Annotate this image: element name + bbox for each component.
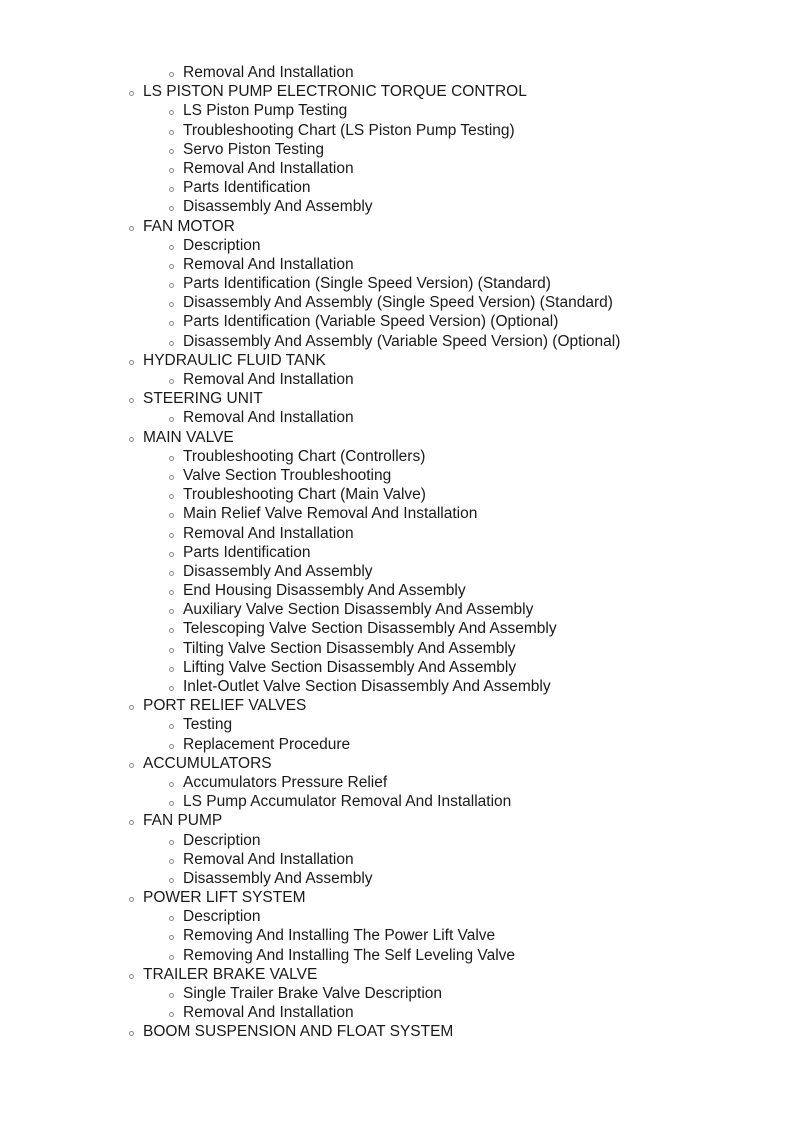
toc-item-label: Testing bbox=[183, 716, 233, 734]
toc-section-heading bbox=[0, 82, 794, 101]
toc-item-label: Removal And Installation bbox=[183, 64, 354, 81]
toc-subsection-item bbox=[0, 121, 794, 140]
bullet-circle-icon bbox=[129, 226, 134, 231]
bullet-circle-icon bbox=[169, 993, 174, 998]
toc-subsection-item bbox=[0, 926, 794, 945]
toc-item-label: HYDRAULIC FLUID TANK bbox=[143, 351, 326, 369]
toc-subsection-item bbox=[0, 600, 794, 619]
toc-item-label: Removal And Installation bbox=[183, 409, 354, 427]
toc-subsection-item bbox=[0, 485, 794, 504]
toc-subsection-item bbox=[0, 869, 794, 888]
toc-item-label: Troubleshooting Chart (Controllers) bbox=[183, 447, 426, 465]
toc-item-label: Description bbox=[183, 831, 261, 849]
toc-subsection-item bbox=[0, 370, 794, 389]
toc-item-label: Disassembly And Assembly (Single Speed Version) (Standard) bbox=[183, 294, 613, 312]
toc-subsection-item bbox=[0, 543, 794, 562]
bullet-circle-icon bbox=[169, 648, 174, 653]
toc-subsection-item bbox=[0, 639, 794, 658]
toc-item-label: Valve Section Troubleshooting bbox=[183, 466, 392, 484]
toc-subsection-item bbox=[0, 677, 794, 696]
toc-subsection-item bbox=[0, 1003, 794, 1022]
toc-item-label: End Housing Disassembly And Assembly bbox=[183, 582, 466, 600]
toc-section-heading bbox=[0, 696, 794, 715]
bullet-circle-icon bbox=[169, 494, 174, 499]
bullet-circle-icon bbox=[129, 820, 134, 825]
toc-item-label: Removing And Installing The Power Lift Valve bbox=[183, 927, 496, 945]
toc-item-label: Parts Identification bbox=[183, 179, 311, 197]
toc-item-label: LS PISTON PUMP ELECTRONIC TORQUE CONTROL bbox=[143, 83, 527, 101]
bullet-circle-icon bbox=[129, 974, 134, 979]
bullet-circle-icon bbox=[169, 782, 174, 787]
bullet-circle-icon bbox=[169, 168, 174, 173]
toc-subsection-item bbox=[0, 447, 794, 466]
toc-item-label: Replacement Procedure bbox=[183, 735, 351, 753]
toc-item-label: Removal And Installation bbox=[183, 524, 354, 542]
toc-section-heading bbox=[0, 389, 794, 408]
toc-item-label: Removal And Installation bbox=[183, 1004, 354, 1022]
toc-item-label: Disassembly And Assembly (Variable Speed Version) (Optional) bbox=[183, 332, 621, 350]
toc-subsection-item bbox=[0, 619, 794, 638]
toc-subsection-item bbox=[0, 63, 794, 82]
toc-subsection-item bbox=[0, 907, 794, 926]
bullet-circle-icon bbox=[169, 571, 174, 576]
toc-item-label: Lifting Valve Section Disassembly And Assembly bbox=[183, 658, 517, 676]
toc-item-label: Description bbox=[183, 908, 261, 926]
toc-item-label: Description bbox=[183, 236, 261, 254]
toc-item-label: LS Pump Accumulator Removal And Installation bbox=[183, 793, 512, 811]
bullet-circle-icon bbox=[169, 206, 174, 211]
toc-subsection-item bbox=[0, 255, 794, 274]
bullet-circle-icon bbox=[129, 897, 134, 902]
bullet-circle-icon bbox=[129, 91, 134, 96]
toc-item-label: Troubleshooting Chart (LS Piston Pump Testing) bbox=[183, 121, 515, 139]
bullet-circle-icon bbox=[169, 686, 174, 691]
bullet-circle-icon bbox=[169, 187, 174, 192]
toc-item-label: Removal And Installation bbox=[183, 159, 354, 177]
toc-subsection-item bbox=[0, 236, 794, 255]
bullet-circle-icon bbox=[169, 916, 174, 921]
bullet-circle-icon bbox=[129, 705, 134, 710]
bullet-circle-icon bbox=[169, 744, 174, 749]
toc-item-label: Disassembly And Assembly bbox=[183, 562, 373, 580]
toc-subsection-item bbox=[0, 466, 794, 485]
toc-item-label: Disassembly And Assembly bbox=[183, 198, 373, 216]
toc-subsection-item bbox=[0, 524, 794, 543]
toc-subsection-item bbox=[0, 658, 794, 677]
toc-item-label: Auxiliary Valve Section Disassembly And Assembly bbox=[183, 601, 534, 619]
toc-item-label: Removal And Installation bbox=[183, 255, 354, 273]
bullet-circle-icon bbox=[169, 341, 174, 346]
toc-subsection-item bbox=[0, 101, 794, 120]
toc-item-label: TRAILER BRAKE VALVE bbox=[143, 965, 318, 983]
toc-item-label: Parts Identification bbox=[183, 543, 311, 561]
bullet-circle-icon bbox=[169, 628, 174, 633]
toc-item-label: Servo Piston Testing bbox=[183, 140, 325, 158]
bullet-circle-icon bbox=[169, 149, 174, 154]
toc-item-label: Parts Identification (Single Speed Version) (Standard) bbox=[183, 275, 551, 293]
toc-subsection-item bbox=[0, 504, 794, 523]
bullet-circle-icon bbox=[129, 398, 134, 403]
bullet-circle-icon bbox=[169, 667, 174, 672]
toc-item-label: STEERING UNIT bbox=[143, 390, 263, 408]
toc-subsection-item bbox=[0, 159, 794, 178]
toc-item-label: POWER LIFT SYSTEM bbox=[143, 889, 306, 907]
bullet-circle-icon bbox=[169, 859, 174, 864]
bullet-circle-icon bbox=[169, 590, 174, 595]
toc-item-label: Parts Identification (Variable Speed Version) (Optional) bbox=[183, 313, 559, 331]
toc-item-label: PORT RELIEF VALVES bbox=[143, 697, 307, 715]
toc-item-label: Single Trailer Brake Valve Description bbox=[183, 985, 443, 1002]
toc-section-heading bbox=[0, 965, 794, 984]
bullet-circle-icon bbox=[169, 935, 174, 940]
toc-item-label: Tilting Valve Section Disassembly And Assembly bbox=[183, 639, 516, 657]
bullet-circle-icon bbox=[169, 724, 174, 729]
bullet-circle-icon bbox=[169, 110, 174, 115]
toc-section-heading bbox=[0, 754, 794, 773]
toc-item-label: BOOM SUSPENSION AND FLOAT SYSTEM bbox=[143, 1023, 454, 1041]
bullet-circle-icon bbox=[129, 763, 134, 768]
toc-subsection-item bbox=[0, 850, 794, 869]
toc-item-label: Inlet-Outlet Valve Section Disassembly And Assembly bbox=[183, 678, 551, 695]
bullet-circle-icon bbox=[169, 1012, 174, 1017]
bullet-circle-icon bbox=[169, 283, 174, 288]
toc-item-label: Main Relief Valve Removal And Installation bbox=[183, 505, 478, 523]
toc-subsection-item bbox=[0, 715, 794, 734]
toc-item-label: MAIN VALVE bbox=[143, 428, 234, 446]
table-of-contents bbox=[0, 63, 794, 1042]
toc-subsection-item bbox=[0, 562, 794, 581]
toc-section-heading bbox=[0, 217, 794, 236]
toc-subsection-item bbox=[0, 946, 794, 965]
bullet-circle-icon bbox=[169, 130, 174, 135]
bullet-circle-icon bbox=[169, 72, 174, 77]
toc-subsection-item bbox=[0, 293, 794, 312]
toc-subsection-item bbox=[0, 140, 794, 159]
bullet-circle-icon bbox=[169, 609, 174, 614]
toc-subsection-item bbox=[0, 581, 794, 600]
toc-subsection-item bbox=[0, 984, 794, 1003]
bullet-circle-icon bbox=[169, 321, 174, 326]
toc-subsection-item bbox=[0, 408, 794, 427]
bullet-circle-icon bbox=[169, 417, 174, 422]
toc-subsection-item bbox=[0, 197, 794, 216]
toc-subsection-item bbox=[0, 332, 794, 351]
toc-section-heading bbox=[0, 428, 794, 447]
bullet-circle-icon bbox=[129, 1031, 134, 1036]
toc-subsection-item bbox=[0, 178, 794, 197]
toc-item-label: Disassembly And Assembly bbox=[183, 869, 373, 887]
toc-item-label: FAN MOTOR bbox=[143, 217, 235, 235]
toc-subsection-item bbox=[0, 312, 794, 331]
bullet-circle-icon bbox=[129, 360, 134, 365]
toc-subsection-item bbox=[0, 773, 794, 792]
bullet-circle-icon bbox=[169, 955, 174, 960]
toc-item-label: Removal And Installation bbox=[183, 850, 354, 868]
toc-section-heading bbox=[0, 351, 794, 370]
toc-subsection-item bbox=[0, 792, 794, 811]
toc-item-label: FAN PUMP bbox=[143, 812, 223, 830]
bullet-circle-icon bbox=[169, 513, 174, 518]
bullet-circle-icon bbox=[169, 456, 174, 461]
toc-subsection-item bbox=[0, 831, 794, 850]
toc-item-label: Removing And Installing The Self Leveling Valve bbox=[183, 946, 516, 964]
toc-item-label: Telescoping Valve Section Disassembly And Assembly bbox=[183, 620, 557, 638]
toc-item-label: ACCUMULATORS bbox=[143, 754, 272, 772]
bullet-circle-icon bbox=[169, 379, 174, 384]
toc-item-label: Removal And Installation bbox=[183, 371, 354, 388]
toc-subsection-item bbox=[0, 274, 794, 293]
bullet-circle-icon bbox=[169, 533, 174, 538]
bullet-circle-icon bbox=[169, 302, 174, 307]
bullet-circle-icon bbox=[169, 245, 174, 250]
bullet-circle-icon bbox=[169, 475, 174, 480]
bullet-circle-icon bbox=[169, 801, 174, 806]
bullet-circle-icon bbox=[169, 264, 174, 269]
bullet-circle-icon bbox=[129, 437, 134, 442]
toc-item-label: Troubleshooting Chart (Main Valve) bbox=[183, 486, 426, 504]
toc-section-heading bbox=[0, 1022, 794, 1041]
toc-subsection-item bbox=[0, 735, 794, 754]
bullet-circle-icon bbox=[169, 840, 174, 845]
toc-item-label: Accumulators Pressure Relief bbox=[183, 773, 388, 791]
bullet-circle-icon bbox=[169, 552, 174, 557]
bullet-circle-icon bbox=[169, 878, 174, 883]
toc-section-heading bbox=[0, 811, 794, 830]
toc-item-label: LS Piston Pump Testing bbox=[183, 102, 348, 120]
toc-section-heading bbox=[0, 888, 794, 907]
